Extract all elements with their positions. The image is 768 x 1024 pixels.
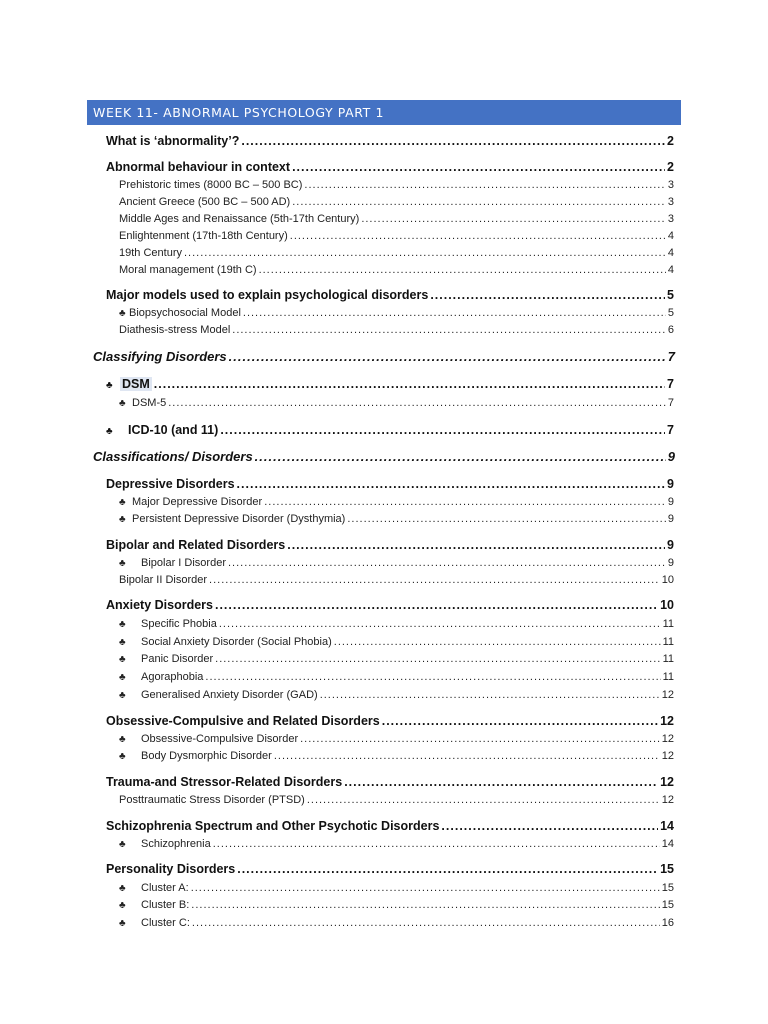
toc-entry-label: Personality Disorders [106,862,236,876]
toc-entry-page: 11 [662,653,674,665]
toc-entry-label: Posttraumatic Stress Disorder (PTSD) [119,794,305,806]
toc-entry-label: DSM [122,377,150,391]
toc-entry[interactable] [119,324,674,336]
club-bullet-icon: ♣ [119,308,126,319]
club-bullet-icon: ♣ [119,690,126,701]
toc-entry[interactable] [119,247,674,259]
toc-entry-label: Schizophrenia [141,838,211,850]
toc-entry-page: 5 [667,288,674,302]
club-bullet-icon: ♣ [119,883,126,894]
toc-entry-page: 9 [667,557,674,569]
toc-entry-page: 9 [667,496,674,508]
toc-entry-page: 9 [667,449,675,464]
toc-entry[interactable] [119,838,674,850]
toc-entry-page: 10 [661,574,674,586]
toc-entry[interactable] [119,496,674,508]
toc-entry[interactable] [119,307,674,319]
toc-entry[interactable] [119,574,674,586]
toc-entry-page: 12 [660,714,674,728]
toc-entry-label: Diathesis-stress Model [119,324,231,336]
club-bullet-icon: ♣ [119,558,126,569]
toc-entry[interactable] [119,196,674,208]
toc-entry-label: Biopsychosocial Model [129,307,241,319]
toc-entry-label: Bipolar I Disorder [141,557,226,569]
toc-entry-page: 14 [660,819,674,833]
toc-entry-page: 10 [660,598,674,612]
toc-entry[interactable] [119,513,674,525]
toc-entry[interactable] [106,134,674,148]
toc-section[interactable] [93,449,675,464]
toc-entry-page: 5 [667,307,674,319]
toc-entry-label: Depressive Disorders [106,477,235,491]
toc-entry-page: 4 [667,264,674,276]
club-bullet-icon: ♣ [119,398,126,409]
toc-entry[interactable] [119,557,674,569]
toc-entry-label: Cluster A: [141,882,189,894]
toc-entry-label: Cluster B: [141,899,190,911]
toc-entry-label: Classifications/ Disorders [93,449,253,464]
toc-entry-page: 11 [662,671,674,683]
toc-entry[interactable] [106,714,674,728]
toc-entry-page: 11 [662,636,674,648]
toc-entry[interactable] [119,230,674,242]
toc-entry-label: Persistent Depressive Disorder (Dysthymia) [132,513,346,525]
toc-entry-label: Panic Disorder [141,653,214,665]
toc-entry-page: 15 [661,882,674,894]
toc-entry-page: 12 [661,689,674,701]
club-bullet-icon: ♣ [119,497,126,508]
toc-entry-label: Prehistoric times (8000 BC – 500 BC) [119,179,303,191]
toc-entry-page: 15 [661,899,674,911]
toc-entry[interactable] [106,377,674,391]
toc-entry[interactable] [106,477,674,491]
club-bullet-icon: ♣ [106,426,113,437]
toc-entry-label: Generalised Anxiety Disorder (GAD) [141,689,318,701]
toc-entry-page: 9 [667,538,674,552]
toc-entry-page: 3 [667,179,674,191]
toc-entry[interactable] [119,671,674,683]
toc-entry-page: 4 [667,247,674,259]
club-bullet-icon: ♣ [119,751,126,762]
toc-entry[interactable] [106,775,674,789]
toc-entry[interactable] [119,794,674,806]
toc-entry-label: Cluster C: [141,917,190,929]
toc-entry-page: 11 [662,618,674,630]
toc-entry[interactable] [106,819,674,833]
toc-entry-page: 12 [661,750,674,762]
toc-entry-label: ICD-10 (and 11) [128,423,219,437]
toc-entry[interactable] [106,160,674,174]
toc-entry-page: 6 [667,324,674,336]
toc-entry[interactable] [119,899,674,911]
toc-entry-page: 12 [660,775,674,789]
toc-entry-page: 7 [667,377,674,391]
toc-entry-label: Major models used to explain psychological disorders [106,288,429,302]
toc-entry-label: Classifying Disorders [93,349,227,364]
toc-entry-label: Moral management (19th C) [119,264,257,276]
toc-entry-label: Body Dysmorphic Disorder [141,750,272,762]
toc-entry-label: Bipolar II Disorder [119,574,208,586]
toc-entry-page: 15 [660,862,674,876]
toc-entry-page: 4 [667,230,674,242]
toc-entry-page: 9 [667,477,674,491]
toc-entry[interactable] [119,653,674,665]
club-bullet-icon: ♣ [119,514,126,525]
toc-entry-label: Ancient Greece (500 BC – 500 AD) [119,196,291,208]
document-title: WEEK 11- ABNORMAL PSYCHOLOGY PART 1 [93,105,385,120]
toc-entry[interactable] [119,618,674,630]
toc-entry[interactable] [119,733,674,745]
toc-entry[interactable] [106,538,674,552]
toc-entry-page: 9 [667,513,674,525]
toc-entry-page: 3 [667,196,674,208]
toc-entry-page: 7 [667,397,674,409]
toc-entry-label: Social Anxiety Disorder (Social Phobia) [141,636,332,648]
toc-entry[interactable] [106,598,674,612]
toc-entry[interactable] [119,636,674,648]
toc-entry-page: 14 [661,838,674,850]
club-bullet-icon: ♣ [106,380,113,391]
toc-entry-label: Trauma-and Stressor-Related Disorders [106,775,343,789]
club-bullet-icon: ♣ [119,619,126,630]
toc-entry[interactable] [106,862,674,876]
toc-entry[interactable] [119,264,674,276]
toc-entry-label: Specific Phobia [141,618,217,630]
club-bullet-icon: ♣ [119,918,126,929]
toc-entry-page: 12 [661,733,674,745]
toc-entry[interactable] [119,917,674,929]
club-bullet-icon: ♣ [119,672,126,683]
toc-entry[interactable] [119,397,674,409]
toc-entry-label: Obsessive-Compulsive Disorder [141,733,299,745]
toc-entry-label: Schizophrenia Spectrum and Other Psychotic Disorders [106,819,440,833]
toc-entry[interactable] [119,213,674,225]
toc-entry-label: Abnormal behaviour in context [106,160,291,174]
club-bullet-icon: ♣ [119,734,126,745]
toc-entry-label: DSM-5 [132,397,167,409]
toc-entry-page: 16 [661,917,674,929]
toc-entry-label: 19th Century [119,247,182,259]
toc-section[interactable] [93,349,675,364]
toc-entry-page: 7 [667,349,675,364]
toc-entry-label: Obsessive-Compulsive and Related Disorders [106,714,380,728]
toc-entry-page: 7 [667,423,674,437]
toc-entry-label: Anxiety Disorders [106,598,213,612]
club-bullet-icon: ♣ [119,637,126,648]
toc-entry-label: Middle Ages and Renaissance (5th-17th Century) [119,213,360,225]
club-bullet-icon: ♣ [119,900,126,911]
toc-entry-page: 2 [667,134,674,148]
toc-entry-label: What is ‘abnormality’? [106,134,240,148]
toc-entry[interactable] [119,179,674,191]
toc-entry[interactable] [119,750,674,762]
toc-entry-page: 2 [667,160,674,174]
toc-entry-label: Major Depressive Disorder [132,496,263,508]
toc-entry-label: Bipolar and Related Disorders [106,538,286,552]
toc-entry-page: 12 [661,794,674,806]
toc-entry[interactable] [119,882,674,894]
toc-entry[interactable] [106,423,674,437]
toc-entry-label: Agoraphobia [141,671,204,683]
toc-entry[interactable] [119,689,674,701]
toc-entry-label: Enlightenment (17th-18th Century) [119,230,288,242]
toc-entry-page: 3 [667,213,674,225]
club-bullet-icon: ♣ [119,654,126,665]
toc-entry[interactable] [106,288,674,302]
club-bullet-icon: ♣ [119,839,126,850]
